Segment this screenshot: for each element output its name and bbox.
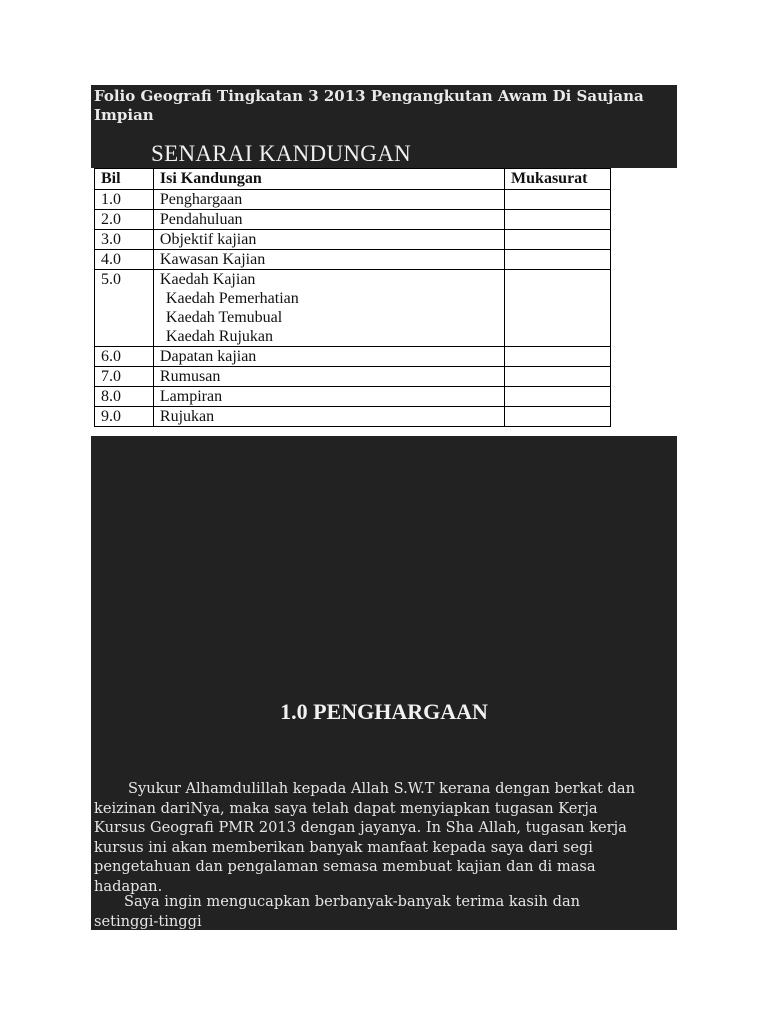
sub-item-rujukan: Kaedah Rujukan — [165, 328, 273, 345]
row-mukasurat — [505, 270, 611, 347]
row-isi: Penghargaan — [153, 190, 504, 210]
table-row — [95, 387, 611, 407]
row-mukasurat — [505, 230, 611, 250]
row-mukasurat — [505, 210, 611, 230]
table-row — [95, 347, 611, 367]
table-row — [95, 210, 611, 230]
table-row — [95, 230, 611, 250]
row-bil: 8.0 — [95, 387, 154, 407]
row-isi-with-subitems — [153, 270, 504, 347]
table-row — [95, 250, 611, 270]
row-isi: Objektif kajian — [153, 230, 504, 250]
row-bil: 6.0 — [95, 347, 154, 367]
row-bil: 5.0 — [95, 270, 154, 347]
row-mukasurat — [505, 407, 611, 427]
row-mukasurat — [505, 367, 611, 387]
sub-item-temubual: Kaedah Temubual — [165, 309, 283, 326]
row-isi: Rumusan — [153, 367, 504, 387]
toc-heading: SENARAI KANDUNGAN — [151, 141, 412, 166]
section-heading: 1.0 PENGHARGAAN — [280, 699, 488, 724]
row-mukasurat — [505, 387, 611, 407]
paragraph: Saya ingin mengucapkan berbanyak-banyak terima kasih dan setinggi-tinggi — [94, 893, 581, 930]
table-row — [95, 407, 611, 427]
toc-table — [94, 168, 611, 427]
table-row — [95, 270, 611, 347]
table-row — [95, 190, 611, 210]
row-bil: 3.0 — [95, 230, 154, 250]
column-header-mukasurat: Mukasurat — [505, 169, 611, 190]
paragraph: Syukur Alhamdulillah kepada Allah S.W.T kerana dengan berkat dan keizinan dariNya, maka saya telah dapat menyiapkan tugasan Kerja Kursus Geografi PMR 2013 dengan jayanya. In Sha Allah, tugasan kerja kursus ini akan memberikan banyak manfaat kepada saya dari segi pengetahuan dan pengalaman semasa membuat kajian dan di masa hadapan. — [94, 780, 635, 895]
row-isi: Dapatan kajian — [153, 347, 504, 367]
row-isi: Kawasan Kajian — [153, 250, 504, 270]
row-bil: 7.0 — [95, 367, 154, 387]
row-isi: Rujukan — [153, 407, 504, 427]
row-bil: 9.0 — [95, 407, 154, 427]
row-isi: Lampiran — [153, 387, 504, 407]
row-mukasurat — [505, 347, 611, 367]
document-title: Folio Geografi Tingkatan 3 2013 Pengangkutan Awam Di Saujana Impian — [94, 87, 644, 124]
column-header-isi-kandungan: Isi Kandungan — [153, 169, 504, 190]
row-bil: 1.0 — [95, 190, 154, 210]
row-bil: 2.0 — [95, 210, 154, 230]
sub-item-pemerhatian: Kaedah Pemerhatian — [165, 290, 299, 307]
row-bil: 4.0 — [95, 250, 154, 270]
row-mukasurat — [505, 250, 611, 270]
column-header-bil: Bil — [95, 169, 154, 190]
row-mukasurat — [505, 190, 611, 210]
row-isi: Kaedah Kajian — [159, 271, 256, 288]
toc-header-row — [95, 169, 611, 190]
table-row — [95, 367, 611, 387]
row-isi: Pendahuluan — [153, 210, 504, 230]
